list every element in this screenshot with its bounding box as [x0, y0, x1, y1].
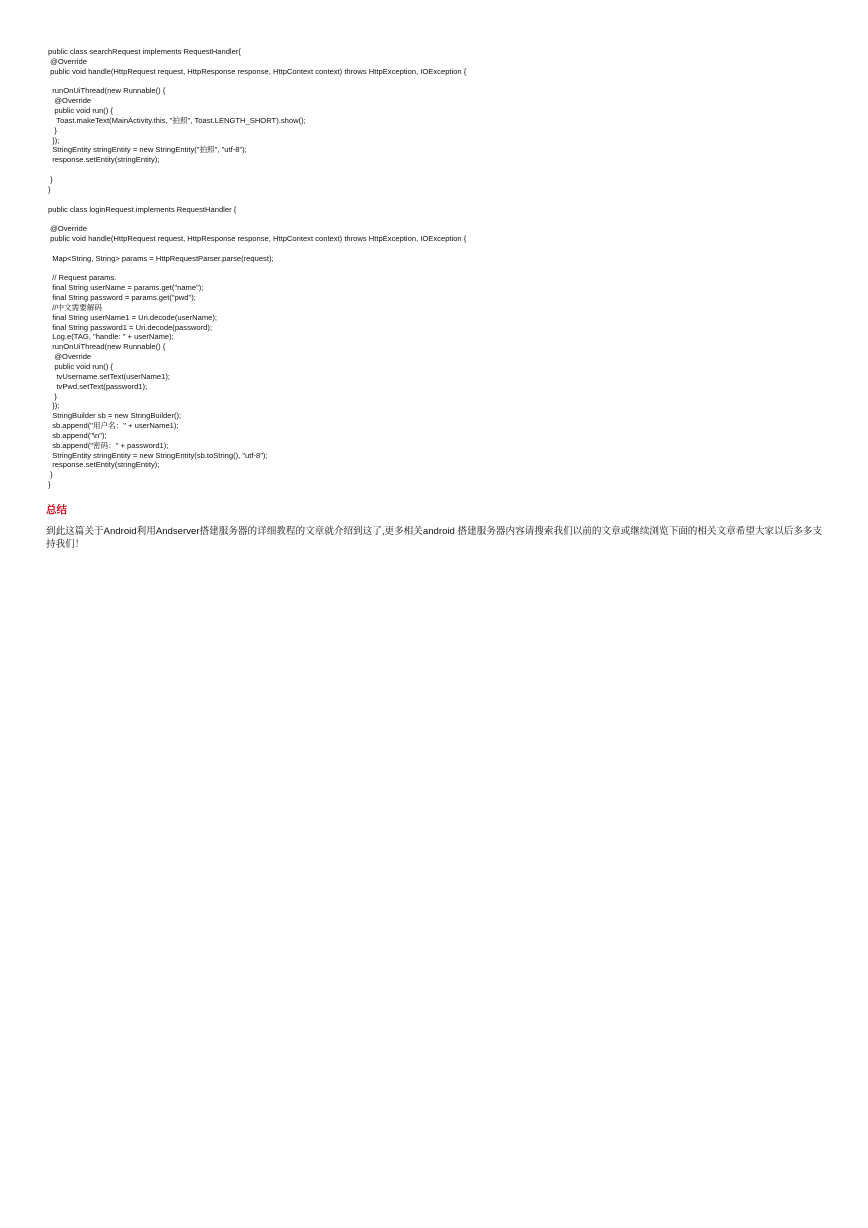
code-line [48, 195, 848, 205]
code-line: @Override [48, 96, 92, 106]
code-line: runOnUiThread(new Runnable() { [48, 86, 166, 96]
code-line: Log.e(TAG, "handle: " + userName); [48, 332, 174, 342]
code-line [48, 214, 848, 224]
code-line: }); [48, 401, 60, 411]
code-line: public class searchRequest implements RequestHandler{ [48, 47, 241, 56]
code-line: final String userName1 = Uri.decode(userName); [48, 312, 218, 322]
code-line: response.setEntity(stringEntity); [48, 460, 160, 470]
summary-heading: 总结 [46, 504, 67, 516]
code-line: sb.append("密码：" + password1); [48, 440, 169, 450]
code-line: StringBuilder sb = new StringBuilder(); [48, 411, 182, 421]
code-line: @Override [48, 352, 92, 362]
code-line: final String password = params.get("pwd"); [48, 293, 196, 303]
code-line: @Override [48, 56, 87, 66]
code-line: public void handle(HttpRequest request, HttpResponse response, HttpContext context) throws HttpException, IOException { [48, 234, 467, 244]
code-line: runOnUiThread(new Runnable() { [48, 342, 166, 352]
code-line: } [48, 470, 53, 480]
code-line: tvPwd.setText(password1); [48, 381, 148, 391]
code-line: } [48, 174, 53, 184]
code-line: StringEntity stringEntity = new StringEntity("拍照", "utf-8"); [48, 145, 247, 155]
code-line: @Override [48, 224, 87, 234]
code-line: } [48, 391, 57, 401]
code-line: }); [48, 135, 60, 145]
code-line: } [48, 184, 51, 194]
code-line [48, 165, 848, 175]
code-line: } [48, 125, 57, 135]
code-line: final String userName = params.get("name"); [48, 283, 204, 293]
code-line: response.setEntity(stringEntity); [48, 155, 160, 165]
code-line: public void handle(HttpRequest request, HttpResponse response, HttpContext context) throws HttpException, IOException { [48, 66, 467, 76]
code-line [48, 264, 848, 274]
code-line: sb.append("用户名：" + userName1); [48, 421, 179, 431]
code-line: Map<String, String> params = HttpRequestParser.parse(request); [48, 253, 274, 263]
code-line: sb.append("\n"); [48, 430, 107, 440]
code-block [48, 47, 848, 490]
code-line: public class loginRequest implements RequestHandler { [48, 204, 237, 214]
code-line: //中文需要解码 [48, 302, 103, 312]
code-line [48, 77, 848, 87]
code-line: public void run() { [48, 362, 113, 371]
code-line: public void run() { [48, 106, 113, 116]
code-line: tvUsername.setText(userName1); [48, 371, 170, 381]
summary-paragraph: 到此这篇关于Android利用Andserver搭建服务器的详细教程的文章就介绍到这了,更多相关android 搭建服务器内容请搜索我们以前的文章或继续浏览下面的相关文章希望大家以后多多支持我们！ [46, 526, 823, 550]
code-line: Toast.makeText(MainActivity.this, "拍照", Toast.LENGTH_SHORT).show(); [48, 115, 306, 125]
code-line: StringEntity stringEntity = new StringEntity(sb.toString(), "utf-8"); [48, 450, 268, 460]
code-line: } [48, 480, 51, 490]
code-line: // Request params. [48, 273, 117, 283]
code-line [48, 244, 848, 254]
code-line: final String password1 = Uri.decode(password); [48, 322, 212, 332]
